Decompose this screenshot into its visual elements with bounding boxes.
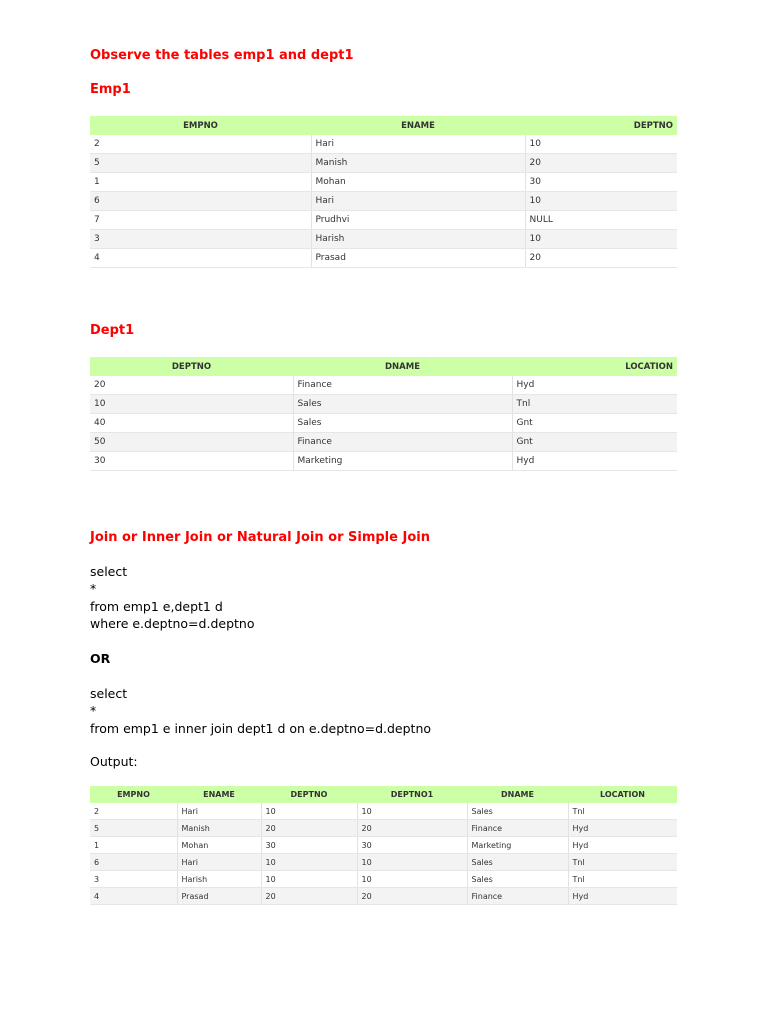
emp1-col-empno: EMPNO (90, 116, 311, 135)
cell: 10 (525, 230, 677, 249)
cell: 10 (261, 854, 357, 871)
cell: Harish (311, 230, 525, 249)
cell: Finance (293, 433, 512, 452)
table-row (90, 211, 677, 230)
table-row (90, 452, 677, 471)
table-row (90, 376, 677, 395)
cell: 7 (90, 211, 311, 230)
cell: 2 (90, 803, 177, 820)
cell: 5 (90, 154, 311, 173)
cell: Finance (467, 820, 568, 837)
cell: 3 (90, 871, 177, 888)
cell: 10 (357, 871, 467, 888)
cell: Manish (311, 154, 525, 173)
cell: 10 (357, 803, 467, 820)
output-col-empno: EMPNO (90, 786, 177, 803)
cell: Hari (311, 135, 525, 154)
cell: 4 (90, 249, 311, 268)
emp1-heading: Emp1 (90, 82, 131, 97)
cell: Mohan (311, 173, 525, 192)
dept1-col-dname: DNAME (293, 357, 512, 376)
cell: Harish (177, 871, 261, 888)
query1-line-1: select (90, 564, 128, 579)
table-row (90, 135, 677, 154)
cell: 10 (525, 192, 677, 211)
cell: 30 (357, 837, 467, 854)
cell: Prudhvi (311, 211, 525, 230)
cell: 20 (525, 249, 677, 268)
table-row (90, 173, 677, 192)
cell: Tnl (568, 871, 677, 888)
output-col-ename: ENAME (177, 786, 261, 803)
output-header-row (90, 786, 677, 803)
output-col-dname: DNAME (467, 786, 568, 803)
join-heading: Join or Inner Join or Natural Join or Simple Join (90, 530, 430, 545)
dept1-col-deptno: DEPTNO (90, 357, 293, 376)
cell: 3 (90, 230, 311, 249)
cell: Tnl (568, 854, 677, 871)
cell: 50 (90, 433, 293, 452)
cell: 2 (90, 135, 311, 154)
table-row (90, 395, 677, 414)
cell: 1 (90, 173, 311, 192)
table-row (90, 837, 677, 854)
cell: Finance (293, 376, 512, 395)
cell: Tnl (512, 395, 677, 414)
page-title: Observe the tables emp1 and dept1 (90, 48, 354, 63)
table-row (90, 230, 677, 249)
emp1-table (90, 116, 677, 268)
table-row (90, 249, 677, 268)
cell: Hyd (512, 452, 677, 471)
cell: Gnt (512, 433, 677, 452)
dept1-header-row (90, 357, 677, 376)
output-col-deptno: DEPTNO (261, 786, 357, 803)
table-row (90, 414, 677, 433)
output-col-location: LOCATION (568, 786, 677, 803)
cell: Hari (177, 854, 261, 871)
emp1-col-deptno: DEPTNO (525, 116, 677, 135)
cell: NULL (525, 211, 677, 230)
output-label: Output: (90, 754, 138, 769)
cell: Prasad (177, 888, 261, 905)
cell: Marketing (293, 452, 512, 471)
table-row (90, 433, 677, 452)
emp1-header-row (90, 116, 677, 135)
cell: 30 (525, 173, 677, 192)
cell: 20 (261, 820, 357, 837)
cell: Hyd (568, 837, 677, 854)
cell: 4 (90, 888, 177, 905)
table-row (90, 803, 677, 820)
dept1-table (90, 357, 677, 471)
table-row (90, 854, 677, 871)
cell: 10 (357, 854, 467, 871)
table-row (90, 154, 677, 173)
cell: 20 (90, 376, 293, 395)
cell: 10 (90, 395, 293, 414)
query1-line-3: from emp1 e,dept1 d (90, 599, 223, 614)
cell: 30 (261, 837, 357, 854)
cell: Gnt (512, 414, 677, 433)
cell: Prasad (311, 249, 525, 268)
cell: 10 (261, 871, 357, 888)
output-table (90, 786, 677, 905)
cell: Tnl (568, 803, 677, 820)
cell: 10 (525, 135, 677, 154)
query2-line-2: * (90, 703, 97, 718)
cell: Sales (293, 414, 512, 433)
query1-line-2: * (90, 581, 97, 596)
table-row (90, 888, 677, 905)
cell: 30 (90, 452, 293, 471)
or-label: OR (90, 651, 111, 666)
cell: Sales (293, 395, 512, 414)
cell: 1 (90, 837, 177, 854)
cell: Finance (467, 888, 568, 905)
table-row (90, 820, 677, 837)
cell: Sales (467, 803, 568, 820)
cell: 20 (357, 820, 467, 837)
dept1-col-location: LOCATION (512, 357, 677, 376)
cell: Marketing (467, 837, 568, 854)
cell: 20 (525, 154, 677, 173)
cell: 6 (90, 854, 177, 871)
cell: 40 (90, 414, 293, 433)
cell: Mohan (177, 837, 261, 854)
cell: Hyd (568, 820, 677, 837)
query2-line-1: select (90, 686, 128, 701)
output-col-deptno1: DEPTNO1 (357, 786, 467, 803)
cell: Manish (177, 820, 261, 837)
query1-line-4: where e.deptno=d.deptno (90, 616, 255, 631)
emp1-col-ename: ENAME (311, 116, 525, 135)
cell: 10 (261, 803, 357, 820)
cell: Sales (467, 854, 568, 871)
table-row (90, 192, 677, 211)
cell: Hyd (568, 888, 677, 905)
cell: Sales (467, 871, 568, 888)
cell: 20 (357, 888, 467, 905)
query2-line-3: from emp1 e inner join dept1 d on e.deptno=d.deptno (90, 721, 432, 736)
cell: Hari (177, 803, 261, 820)
cell: Hyd (512, 376, 677, 395)
cell: 6 (90, 192, 311, 211)
cell: 20 (261, 888, 357, 905)
cell: Hari (311, 192, 525, 211)
cell: 5 (90, 820, 177, 837)
table-row (90, 871, 677, 888)
dept1-heading: Dept1 (90, 323, 135, 338)
